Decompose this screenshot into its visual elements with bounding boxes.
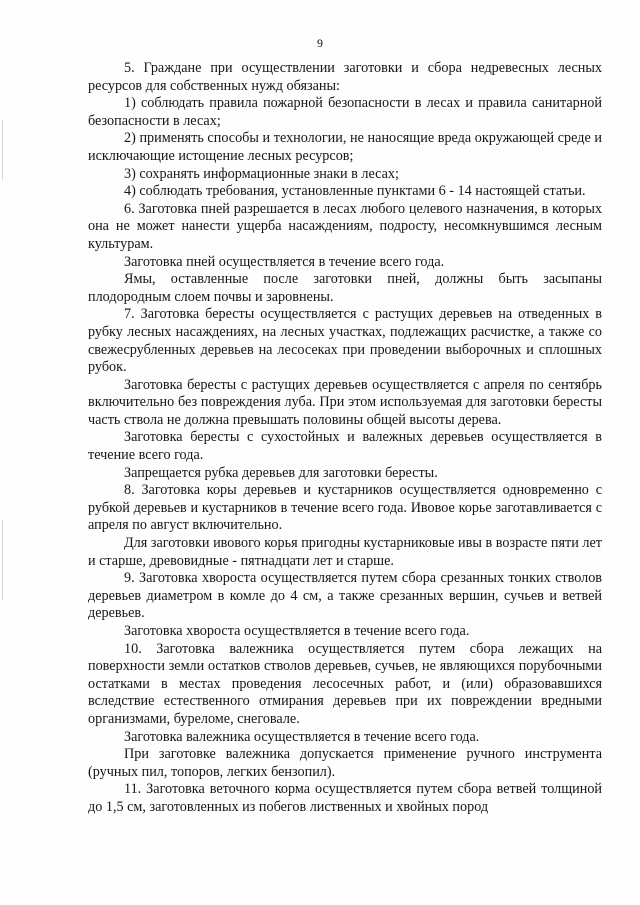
paragraph-8-willow: Для заготовки ивового корья пригодны кустарниковые ивы в возрасте пяти лет и старше, древовидные - пятнадцати лет и старше. <box>88 535 602 569</box>
paragraph-10-period: Заготовка валежника осуществляется в течение всего года. <box>124 728 480 745</box>
list-item-5-3: 3) сохранять информационные знаки в лесах; <box>124 165 399 182</box>
paragraph-7: 7. Заготовка бересты осуществляется с растущих деревьев на отведенных в рубку лесных насаждениях, на лесных участках, подлежащих расчистке, а также со свежесрубленных деревьев на лесосеках при проведении выборочных и сплошных рубок. <box>88 306 602 376</box>
paragraph-7-deadwood: Заготовка бересты с сухостойных и валежных деревьев осуществляется в течение всего года. <box>88 429 602 464</box>
paragraph-5: 5. Граждане при осуществлении заготовки и сбора недревесных лесных ресурсов для собственных нужд обязаны: <box>88 60 602 94</box>
page-number: 9 <box>317 36 323 50</box>
scan-edge-mark <box>2 120 3 180</box>
list-item-5-1: 1) соблюдать правила пожарной безопасности в лесах и правила санитарной безопасности в лесах; <box>88 95 602 129</box>
list-item-5-4: 4) соблюдать требования, установленные пунктами 6 - 14 настоящей статьи. <box>124 183 586 200</box>
paragraph-8: 8. Заготовка коры деревьев и кустарников осуществляется одновременно с рубкой деревьев и кустарников в течение всего года. Ивовое корье заготавливается с апреля по август включительно. <box>88 482 602 534</box>
document-body <box>88 60 602 817</box>
paragraph-7-prohibition: Запрещается рубка деревьев для заготовки бересты. <box>124 464 438 481</box>
paragraph-11: 11. Заготовка веточного корма осуществляется путем сбора ветвей толщиной до 1,5 см, заготовленных из побегов лиственных и хвойных пород <box>88 781 602 815</box>
paragraph-9-period: Заготовка хвороста осуществляется в течение всего года. <box>124 623 470 639</box>
paragraph-10-tools: При заготовке валежника допускается применение ручного инструмента (ручных пил, топоров, легких бензопил). <box>88 746 602 780</box>
paragraph-7-season: Заготовка бересты с растущих деревьев осуществляется с апреля по сентябрь включительно без повреждения луба. При этом используемая для заготовки бересты часть ствола не должна превышать половины общей высоты дерева. <box>88 376 602 428</box>
paragraph-9: 9. Заготовка хвороста осуществляется путем сбора срезанных тонких стволов деревьев диаметром в комле до 4 см, а также срезанных вершин, сучьев и ветвей деревьев. <box>88 570 602 622</box>
paragraph-6-pits: Ямы, оставленные после заготовки пней, должны быть засыпаны плодородным слоем почвы и заровнены. <box>88 271 602 305</box>
list-item-5-2: 2) применять способы и технологии, не наносящие вреда окружающей среде и исключающие истощение лесных ресурсов; <box>88 130 602 164</box>
paragraph-6: 6. Заготовка пней разрешается в лесах любого целевого назначения, в которых она не может нанести ущерба насаждениям, подросту, несомкнувшимся лесным культурам. <box>88 200 602 252</box>
scan-edge-mark <box>2 520 3 600</box>
paragraph-6-period: Заготовка пней осуществляется в течение всего года. <box>124 253 445 270</box>
paragraph-10: 10. Заготовка валежника осуществляется путем сбора лежащих на поверхности земли остатков стволов деревьев, сучьев, не являющихся порубочными остатками в местах проведения лесосечных работ, и (или) образовавшихся вследствие естественного отмирания деревьев при их повреждении вредными организмами, буреломе, снеговале. <box>88 640 602 727</box>
